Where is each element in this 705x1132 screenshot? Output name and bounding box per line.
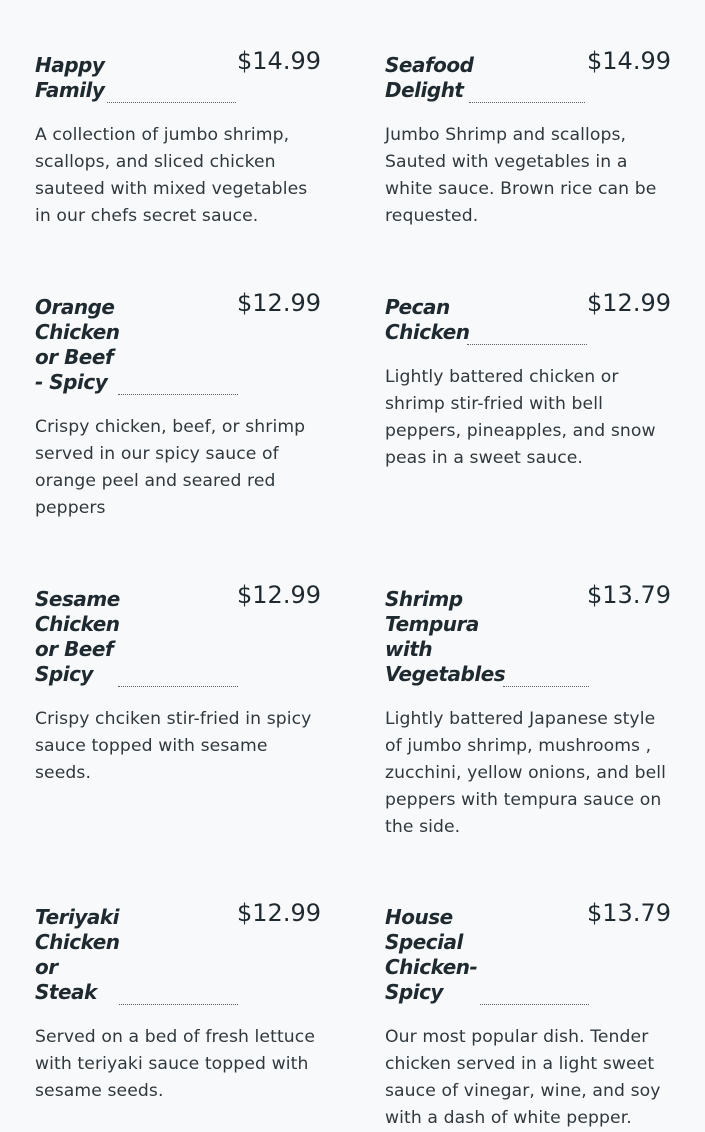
menu-item-name: Pecan Chicken: [385, 295, 470, 344]
menu-item-name: Seafood Delight: [385, 53, 474, 102]
dotted-leader: [118, 686, 238, 687]
menu-item-name: Sesame Chicken or Beef Spicy: [35, 587, 120, 686]
menu-item-price: $14.99: [587, 47, 671, 75]
menu-item-description: Lightly battered Japanese style of jumbo shrimp, mushrooms , zucchini, yellow onions, and bell peppers with tempura sauce on the side.: [385, 709, 667, 837]
menu-item-price: $12.99: [587, 289, 671, 317]
menu-item-description: Crispy chciken stir-fried in spicy sauce topped with sesame seeds.: [35, 709, 312, 783]
menu-item-price: $13.79: [587, 581, 671, 609]
menu-item-header: [385, 899, 671, 1005]
menu-item-description: Crispy chicken, beef, or shrimp served in our spicy sauce of orange peel and seared red peppers: [35, 417, 306, 518]
menu-item-price: $14.99: [237, 47, 321, 75]
dotted-leader: [503, 686, 589, 687]
menu-item: [35, 289, 321, 522]
menu-item-description: Served on a bed of fresh lettuce with teriyaki sauce topped with sesame seeds.: [35, 1027, 315, 1101]
menu-item-header: [35, 47, 321, 103]
menu-item-price: $12.99: [237, 899, 321, 927]
dotted-leader: [119, 1004, 238, 1005]
menu-item-header: [35, 899, 321, 1005]
menu-item-header: [35, 289, 321, 395]
dotted-leader: [469, 102, 585, 103]
menu-item: [385, 581, 671, 841]
menu-item: [35, 581, 321, 787]
dotted-leader: [467, 344, 587, 345]
menu-item: [35, 899, 321, 1105]
menu-item-description: Jumbo Shrimp and scallops, Sauted with vegetables in a white sauce. Brown rice can be requested.: [385, 125, 657, 226]
menu-item-header: [385, 581, 671, 687]
dotted-leader: [118, 394, 238, 395]
menu-item-price: $12.99: [237, 581, 321, 609]
menu-item: [35, 47, 321, 230]
menu-item-name: Happy Family: [35, 53, 105, 102]
menu-item: [385, 47, 671, 230]
menu-item: [385, 899, 671, 1132]
menu-item-header: [385, 289, 671, 345]
menu-item-price: $13.79: [587, 899, 671, 927]
dotted-leader: [107, 102, 236, 103]
menu-item: [385, 289, 671, 472]
menu-item-name: Teriyaki Chicken or Steak: [35, 905, 120, 1004]
menu-item-header: [35, 581, 321, 687]
menu-item-header: [385, 47, 671, 103]
menu-item-name: Orange Chicken or Beef - Spicy: [35, 295, 120, 394]
menu-item-description: Lightly battered chicken or shrimp stir-fried with bell peppers, pineapples, and snow peas in a sweet sauce.: [385, 367, 656, 468]
menu-item-name: Shrimp Tempura with Vegetables: [385, 587, 506, 686]
menu-item-name: House Special Chicken-Spicy: [385, 905, 478, 1004]
menu-item-description: Our most popular dish. Tender chicken served in a light sweet sauce of vinegar, wine, and soy with a dash of white pepper.: [385, 1027, 661, 1128]
menu-item-description: A collection of jumbo shrimp, scallops, and sliced chicken sauteed with mixed vegetables in our chefs secret sauce.: [35, 125, 308, 226]
dotted-leader: [480, 1004, 589, 1005]
menu-item-price: $12.99: [237, 289, 321, 317]
